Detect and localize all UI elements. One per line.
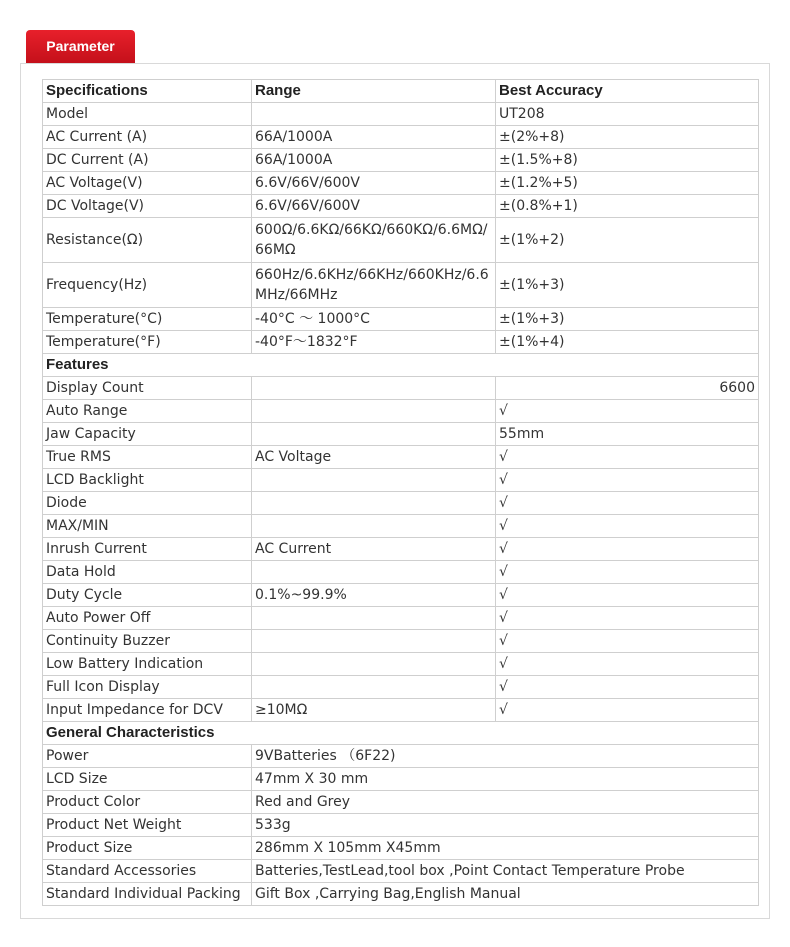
table-row xyxy=(43,308,759,331)
feature-range xyxy=(252,561,496,584)
feature-name: Auto Power Off xyxy=(43,607,252,630)
spec-range: 66A/1000A xyxy=(252,149,496,172)
feature-value: √ xyxy=(496,607,759,630)
spec-accuracy: UT208 xyxy=(496,103,759,126)
header-best-accuracy: Best Accuracy xyxy=(496,80,759,103)
feature-name: Jaw Capacity xyxy=(43,423,252,446)
general-name: Product Size xyxy=(43,837,252,860)
spec-range: 6.6V/66V/600V xyxy=(252,195,496,218)
feature-range xyxy=(252,676,496,699)
feature-range: 0.1%~99.9% xyxy=(252,584,496,607)
general-name: Power xyxy=(43,745,252,768)
general-name: LCD Size xyxy=(43,768,252,791)
table-row xyxy=(43,860,759,883)
section-title-features: Features xyxy=(43,354,759,377)
feature-range xyxy=(252,400,496,423)
feature-range xyxy=(252,377,496,400)
feature-value: √ xyxy=(496,653,759,676)
feature-value: √ xyxy=(496,561,759,584)
spec-accuracy: ±(1.2%+5) xyxy=(496,172,759,195)
spec-name: Temperature(°C) xyxy=(43,308,252,331)
feature-name: Low Battery Indication xyxy=(43,653,252,676)
spec-accuracy: ±(1.5%+8) xyxy=(496,149,759,172)
table-row xyxy=(43,745,759,768)
feature-name: Input Impedance for DCV xyxy=(43,699,252,722)
table-row xyxy=(43,149,759,172)
table-row xyxy=(43,768,759,791)
general-value: 533g xyxy=(252,814,759,837)
feature-name: Data Hold xyxy=(43,561,252,584)
feature-name: Auto Range xyxy=(43,400,252,423)
table-row xyxy=(43,469,759,492)
spec-range: 600Ω/6.6KΩ/66KΩ/660KΩ/6.6MΩ/66MΩ xyxy=(252,218,496,263)
header-specifications: Specifications xyxy=(43,80,252,103)
table-row xyxy=(43,218,759,263)
spec-accuracy: ±(1%+2) xyxy=(496,218,759,263)
spec-accuracy: ±(1%+4) xyxy=(496,331,759,354)
tab-parameter[interactable]: Parameter xyxy=(26,30,135,63)
spec-range: -40°C ～ 1000°C xyxy=(252,308,496,331)
table-row xyxy=(43,263,759,308)
spec-name: Model xyxy=(43,103,252,126)
table-row xyxy=(43,676,759,699)
feature-range xyxy=(252,423,496,446)
feature-name: Full Icon Display xyxy=(43,676,252,699)
feature-name: Inrush Current xyxy=(43,538,252,561)
feature-value: 55mm xyxy=(496,423,759,446)
general-value: Red and Grey xyxy=(252,791,759,814)
spec-range: -40°F～1832°F xyxy=(252,331,496,354)
table-row xyxy=(43,195,759,218)
general-value: Batteries,TestLead,tool box ,Point Contact Temperature Probe xyxy=(252,860,759,883)
feature-value: √ xyxy=(496,400,759,423)
feature-value: √ xyxy=(496,469,759,492)
general-value: 286mm X 105mm X45mm xyxy=(252,837,759,860)
feature-range xyxy=(252,630,496,653)
general-value: Gift Box ,Carrying Bag,English Manual xyxy=(252,883,759,906)
table-row xyxy=(43,538,759,561)
table-row xyxy=(43,607,759,630)
table-row xyxy=(43,561,759,584)
table-row xyxy=(43,515,759,538)
spec-name: Resistance(Ω) xyxy=(43,218,252,263)
feature-value: √ xyxy=(496,676,759,699)
feature-name: Diode xyxy=(43,492,252,515)
table-row xyxy=(43,172,759,195)
feature-value: √ xyxy=(496,584,759,607)
table-row xyxy=(43,653,759,676)
feature-name: True RMS xyxy=(43,446,252,469)
general-name: Standard Accessories xyxy=(43,860,252,883)
general-name: Product Color xyxy=(43,791,252,814)
table-row xyxy=(43,883,759,906)
feature-range xyxy=(252,515,496,538)
general-value: 47mm X 30 mm xyxy=(252,768,759,791)
spec-range: 6.6V/66V/600V xyxy=(252,172,496,195)
section-row-features xyxy=(43,354,759,377)
feature-range: AC Current xyxy=(252,538,496,561)
feature-range xyxy=(252,492,496,515)
feature-range xyxy=(252,607,496,630)
feature-name: MAX/MIN xyxy=(43,515,252,538)
spec-accuracy: ±(0.8%+1) xyxy=(496,195,759,218)
table-row xyxy=(43,699,759,722)
table-row xyxy=(43,103,759,126)
section-title-general: General Characteristics xyxy=(43,722,759,745)
table-row xyxy=(43,446,759,469)
table-row xyxy=(43,584,759,607)
feature-value: √ xyxy=(496,492,759,515)
table-row xyxy=(43,630,759,653)
feature-range xyxy=(252,653,496,676)
spec-name: AC Current (A) xyxy=(43,126,252,149)
spec-accuracy: ±(1%+3) xyxy=(496,308,759,331)
header-range: Range xyxy=(252,80,496,103)
table-row xyxy=(43,331,759,354)
feature-name: Continuity Buzzer xyxy=(43,630,252,653)
table-row xyxy=(43,400,759,423)
feature-name: Duty Cycle xyxy=(43,584,252,607)
feature-range xyxy=(252,469,496,492)
spec-name: DC Current (A) xyxy=(43,149,252,172)
table-header-row xyxy=(43,80,759,103)
general-name: Standard Individual Packing xyxy=(43,883,252,906)
spec-range: 660Hz/6.6KHz/66KHz/660KHz/6.6MHz/66MHz xyxy=(252,263,496,308)
table-row xyxy=(43,126,759,149)
section-row-general xyxy=(43,722,759,745)
feature-value: √ xyxy=(496,515,759,538)
feature-name: LCD Backlight xyxy=(43,469,252,492)
feature-range: AC Voltage xyxy=(252,446,496,469)
spec-accuracy: ±(2%+8) xyxy=(496,126,759,149)
spec-name: AC Voltage(V) xyxy=(43,172,252,195)
spec-range: 66A/1000A xyxy=(252,126,496,149)
feature-value: √ xyxy=(496,538,759,561)
feature-value: √ xyxy=(496,630,759,653)
spec-name: DC Voltage(V) xyxy=(43,195,252,218)
feature-range: ≥10MΩ xyxy=(252,699,496,722)
table-row xyxy=(43,837,759,860)
spec-name: Frequency(Hz) xyxy=(43,263,252,308)
spec-table xyxy=(42,79,759,906)
feature-name: Display Count xyxy=(43,377,252,400)
general-name: Product Net Weight xyxy=(43,814,252,837)
table-row xyxy=(43,423,759,446)
feature-value: 6600 xyxy=(496,377,759,400)
table-row xyxy=(43,814,759,837)
table-row xyxy=(43,791,759,814)
feature-value: √ xyxy=(496,446,759,469)
feature-value: √ xyxy=(496,699,759,722)
general-value: 9VBatteries （6F22) xyxy=(252,745,759,768)
spec-name: Temperature(°F) xyxy=(43,331,252,354)
spec-accuracy: ±(1%+3) xyxy=(496,263,759,308)
spec-range xyxy=(252,103,496,126)
table-row xyxy=(43,377,759,400)
table-row xyxy=(43,492,759,515)
